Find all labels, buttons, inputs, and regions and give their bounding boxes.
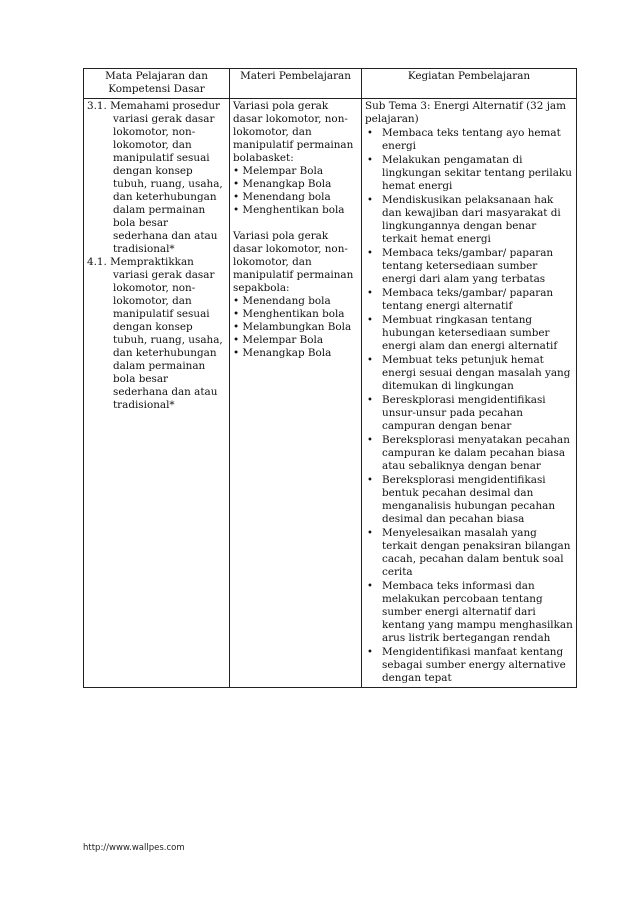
materi-block1-item: • Melempar Bola (233, 165, 324, 177)
kegiatan-item-text: Mendiskusikan pelaksanaan hak dan kewajiban dari masyarakat di lingkungannya dengan benar terkait hemat energi (382, 194, 561, 245)
kegiatan-item-text: Membuat teks petunjuk hemat energi sesuai dengan masalah yang ditemukan di lingkungan (382, 354, 571, 392)
bullet-icon: • (367, 128, 373, 139)
materi-block2-item: • Menendang bola (233, 295, 331, 307)
materi-block1-item: • Menangkap Bola (233, 178, 332, 190)
header-mapel-kd-line2: Kompetensi Dasar (108, 83, 205, 95)
lesson-plan-table (83, 68, 577, 688)
kompetensi-item-3-1: 3.1. Memahami prosedur variasi gerak dasar lokomotor, non-lokomotor, dan manipulatif sesuai dengan konsep tubuh, ruang, usaha, dan keterhubungan dalam permainan bola besar sederhana dan atau tradisional* (87, 100, 223, 255)
bullet-icon: • (367, 155, 373, 166)
bullet-icon: • (367, 315, 373, 326)
kegiatan-item-text: Melakukan pengamatan di lingkungan sekitar tentang perilaku hemat energi (382, 154, 572, 192)
list-item (365, 287, 573, 313)
bullet-icon: • (367, 475, 373, 486)
materi-block2-item: • Menghentikan bola (233, 308, 345, 320)
bullet-icon: • (367, 248, 373, 259)
bullet-icon: • (367, 395, 373, 406)
bullet-icon: • (367, 435, 373, 446)
list-item (365, 194, 573, 246)
header-mapel-kd-line1: Mata Pelajaran dan (105, 70, 208, 82)
list-item (365, 154, 573, 193)
list-item (365, 434, 573, 473)
bullet-icon: • (367, 355, 373, 366)
materi-block1-intro: Variasi pola gerak dasar lokomotor, non-lokomotor, dan manipulatif permainan bolabasket: (233, 100, 354, 164)
bullet-icon: • (367, 528, 373, 539)
kegiatan-item-text: Membaca teks tentang ayo hemat energi (382, 127, 561, 152)
header-materi: Materi Pembelajaran (230, 69, 362, 99)
header-mapel-kd (84, 69, 230, 99)
kegiatan-item-text: Bereskplorasi mengidentifikasi unsur-unsur pada pecahan campuran dengan benar (382, 394, 546, 432)
list-item (365, 354, 573, 393)
kegiatan-cell (362, 99, 577, 688)
materi-cell (230, 99, 362, 688)
footer-url: http://www.wallpes.com (83, 843, 185, 853)
table-header-row (84, 69, 577, 99)
kegiatan-item-text: Membaca teks/gambar/ paparan tentang ketersediaan sumber energi dari alam yang terbatas (382, 247, 554, 285)
kegiatan-intro: Sub Tema 3: Energi Alternatif (32 jam pelajaran) (365, 100, 566, 125)
bullet-icon: • (367, 195, 373, 206)
kegiatan-item-text: Membuat ringkasan tentang hubungan ketersediaan sumber energi alam dan energi alternatif (382, 314, 558, 352)
materi-block2-intro: Variasi pola gerak dasar lokomotor, non-lokomotor, dan manipulatif permainan sepakbola: (233, 230, 354, 294)
kegiatan-item-text: Membaca teks informasi dan melakukan percobaan tentang sumber energi alternatif dari kentang yang mampu menghasilkan arus listrik bertegangan rendah (382, 580, 573, 644)
table-row (84, 99, 577, 688)
list-item (365, 646, 573, 685)
materi-block1-item: • Menghentikan bola (233, 204, 345, 216)
bullet-icon: • (367, 288, 373, 299)
kompetensi-cell (84, 99, 230, 688)
kegiatan-item-text: Bereksplorasi menyatakan pecahan campuran ke dalam pecahan biasa atau sebaliknya dengan benar (382, 434, 570, 472)
materi-block2-item: • Menangkap Bola (233, 347, 332, 359)
bullet-icon: • (367, 581, 373, 592)
materi-block2-item: • Melambungkan Bola (233, 321, 352, 333)
list-item (365, 580, 573, 645)
materi-spacer (233, 217, 358, 230)
kegiatan-item-text: Membaca teks/gambar/ paparan tentang energi alternatif (382, 287, 554, 312)
list-item (365, 394, 573, 433)
header-kegiatan: Kegiatan Pembelajaran (362, 69, 577, 99)
kompetensi-item-4-1: 4.1. Mempraktikkan variasi gerak dasar lokomotor, non-lokomotor, dan manipulatif sesuai dengan konsep tubuh, ruang, usaha, dan keterhubungan dalam permainan bola besar sederhana dan atau tradisional* (87, 256, 223, 411)
list-item (365, 314, 573, 353)
kegiatan-item-text: Bereksplorasi mengidentifikasi bentuk pecahan desimal dan menganalisis hubungan pecahan desimal dan pecahan biasa (382, 474, 556, 525)
list-item (365, 247, 573, 286)
list-item (365, 127, 573, 153)
kegiatan-item-text: Menyelesaikan masalah yang terkait dengan penaksiran bilangan cacah, pecahan dalam bentuk soal cerita (382, 527, 571, 578)
list-item (365, 474, 573, 526)
list-item (365, 527, 573, 579)
kegiatan-item-text: Mengidentifikasi manfaat kentang sebagai sumber energy alternative dengan tepat (382, 646, 566, 684)
materi-block2-item: • Melempar Bola (233, 334, 324, 346)
materi-block1-item: • Menendang bola (233, 191, 331, 203)
kegiatan-list (365, 127, 573, 685)
bullet-icon: • (367, 647, 373, 658)
